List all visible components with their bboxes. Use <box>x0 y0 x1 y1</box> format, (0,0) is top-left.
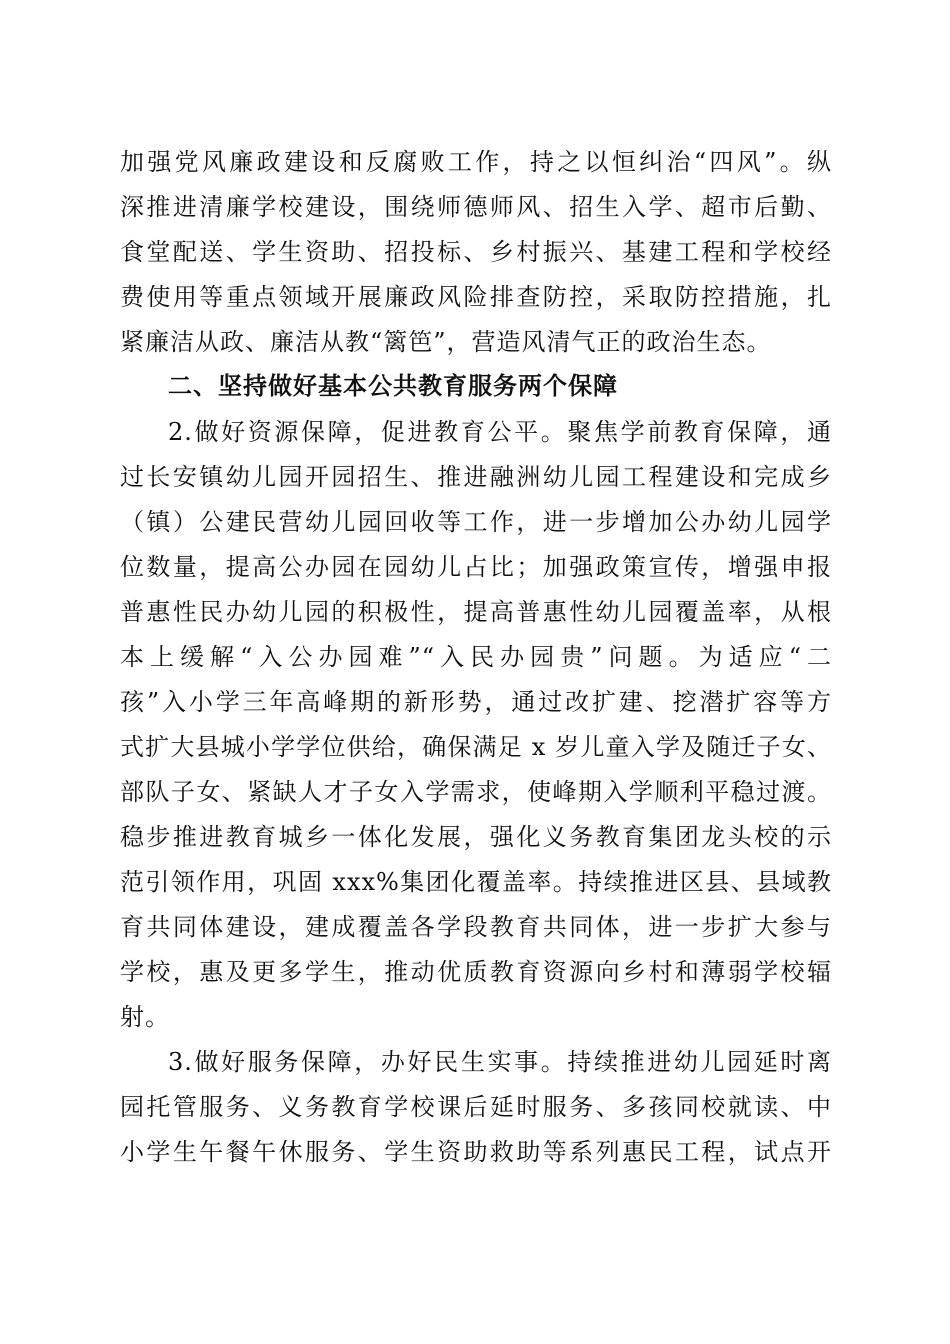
paragraph-2-line-6: 本上缓解“入公办园难”“入民办园贵”问题。为适应“二 <box>120 643 832 671</box>
paragraph-2-line-14: 射。 <box>120 1003 170 1031</box>
paragraph-2-line-2: 过长安镇幼儿园开园招生、推进融洲幼儿园工程建设和完成乡 <box>120 463 832 491</box>
paragraph-3-line-3: 小学生午餐午休服务、学生资助救助等系列惠民工程，试点开 <box>120 1138 832 1166</box>
paragraph-1-line-3: 食堂配送、学生资助、招投标、乡村振兴、基建工程和学校经 <box>120 238 832 266</box>
paragraph-2-line-12: 育共同体建设，建成覆盖各学段教育共同体，进一步扩大参与 <box>120 913 832 941</box>
paragraph-2-line-9: 部队子女、紧缺人才子女入学需求，使峰期入学顺利平稳过渡。 <box>120 778 832 806</box>
paragraph-2-line-13: 学校，惠及更多学生，推动优质教育资源向乡村和薄弱学校辐 <box>120 958 832 986</box>
paragraph-2-line-5: 普惠性民办幼儿园的积极性，提高普惠性幼儿园覆盖率，从根 <box>120 598 832 626</box>
paragraph-1-line-2: 深推进清廉学校建设，围绕师德师风、招生入学、超市后勤、 <box>120 193 832 221</box>
section-heading: 二、坚持做好基本公共教育服务两个保障 <box>168 372 618 400</box>
paragraph-3-line-1: 3.做好服务保障，办好民生实事。持续推进幼儿园延时离 <box>168 1048 832 1076</box>
paragraph-1-line-5: 紧廉洁从政、廉洁从教“篱笆”，营造风清气正的政治生态。 <box>120 328 772 356</box>
paragraph-2-line-4: 位数量，提高公办园在园幼儿占比；加强政策宣传，增强申报 <box>120 553 832 581</box>
paragraph-2-line-10: 稳步推进教育城乡一体化发展，强化义务教育集团龙头校的示 <box>120 823 832 851</box>
paragraph-3-line-2: 园托管服务、义务教育学校课后延时服务、多孩同校就读、中 <box>120 1093 832 1121</box>
paragraph-1-line-4: 费使用等重点领域开展廉政风险排查防控，采取防控措施，扎 <box>120 283 832 311</box>
paragraph-2-line-1: 2.做好资源保障，促进教育公平。聚焦学前教育保障，通 <box>168 418 832 446</box>
paragraph-2-line-8: 式扩大县城小学学位供给，确保满足 x 岁儿童入学及随迁子女、 <box>120 733 832 761</box>
paragraph-2-line-3: （镇）公建民营幼儿园回收等工作，进一步增加公办幼儿园学 <box>120 508 832 536</box>
paragraph-1-line-1: 加强党风廉政建设和反腐败工作，持之以恒纠治“四风”。纵 <box>120 148 832 176</box>
paragraph-2-line-11: 范引领作用，巩固 xxx%集团化覆盖率。持续推进区县、县域教 <box>120 868 832 896</box>
paragraph-2-line-7: 孩”入小学三年高峰期的新形势，通过改扩建、挖潜扩容等方 <box>120 688 832 716</box>
